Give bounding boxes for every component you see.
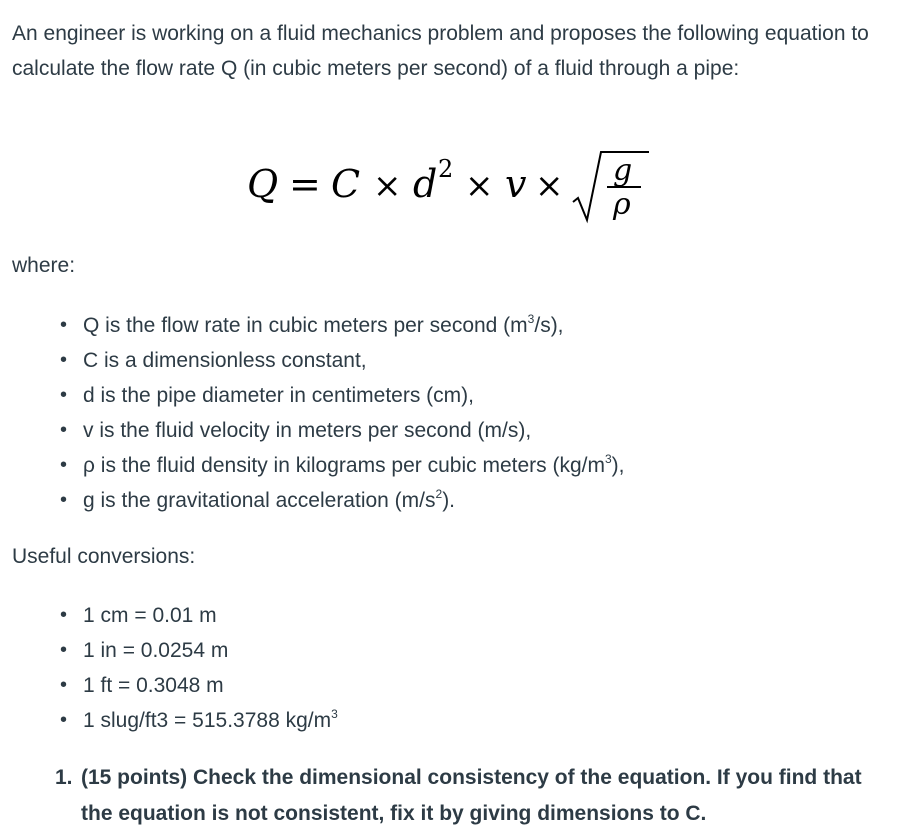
list-item: • 1 cm = 0.01 m bbox=[58, 598, 338, 633]
eq-c-symbol: C bbox=[330, 162, 360, 206]
list-item: • 1 ft = 0.3048 m bbox=[58, 668, 338, 703]
list-item: • ρ is the fluid density in kilograms per cubic meters $(kg/m^3)$, bbox=[58, 448, 624, 483]
eq-times-sign: × bbox=[372, 166, 401, 206]
eq-q-symbol: Q bbox=[246, 162, 278, 206]
question-item bbox=[55, 760, 885, 832]
equation-svg bbox=[237, 140, 667, 240]
flow-rate-equation bbox=[0, 140, 903, 240]
list-item: • g is the gravitational acceleration $(m/s^2)$. bbox=[58, 483, 624, 518]
list-item: • 1 slug/ft3 = 515.3788 $kg/m^3$ bbox=[58, 703, 338, 738]
eq-d-exponent: 2 bbox=[437, 155, 453, 183]
eq-v-symbol: v bbox=[504, 162, 526, 206]
list-item: • v is the fluid velocity in meters per second (m/s), bbox=[58, 413, 624, 448]
question-text: (15 points) Check the dimensional consistency of the equation. If you find that the equation is not consistent, fix it by giving dimensions to C. bbox=[81, 766, 862, 825]
variable-list bbox=[58, 308, 624, 518]
list-item: • C is a dimensionless constant, bbox=[58, 343, 624, 378]
eq-equals-sign: = bbox=[288, 162, 321, 206]
list-item: • Q is the flow rate in cubic meters per second $(m^3/s)$, bbox=[58, 308, 624, 343]
intro-paragraph: An engineer is working on a fluid mechanics problem and proposes the following equation to calculate the flow rate Q (in cubic meters per second) of a fluid through a pipe: bbox=[12, 22, 869, 80]
eq-times-sign: × bbox=[464, 166, 493, 206]
list-item: • d is the pipe diameter in centimeters (cm), bbox=[58, 378, 624, 413]
eq-rho-symbol: ρ bbox=[612, 187, 631, 222]
eq-times-sign: × bbox=[534, 166, 563, 206]
eq-d-symbol: d bbox=[412, 162, 437, 206]
conversions-label: Useful conversions: bbox=[12, 545, 196, 568]
list-item: • 1 in = 0.0254 m bbox=[58, 633, 338, 668]
eq-g-symbol: g bbox=[612, 153, 632, 188]
question-number: 1. bbox=[55, 766, 73, 789]
conversions-list bbox=[58, 598, 338, 738]
where-label: where: bbox=[12, 254, 76, 277]
